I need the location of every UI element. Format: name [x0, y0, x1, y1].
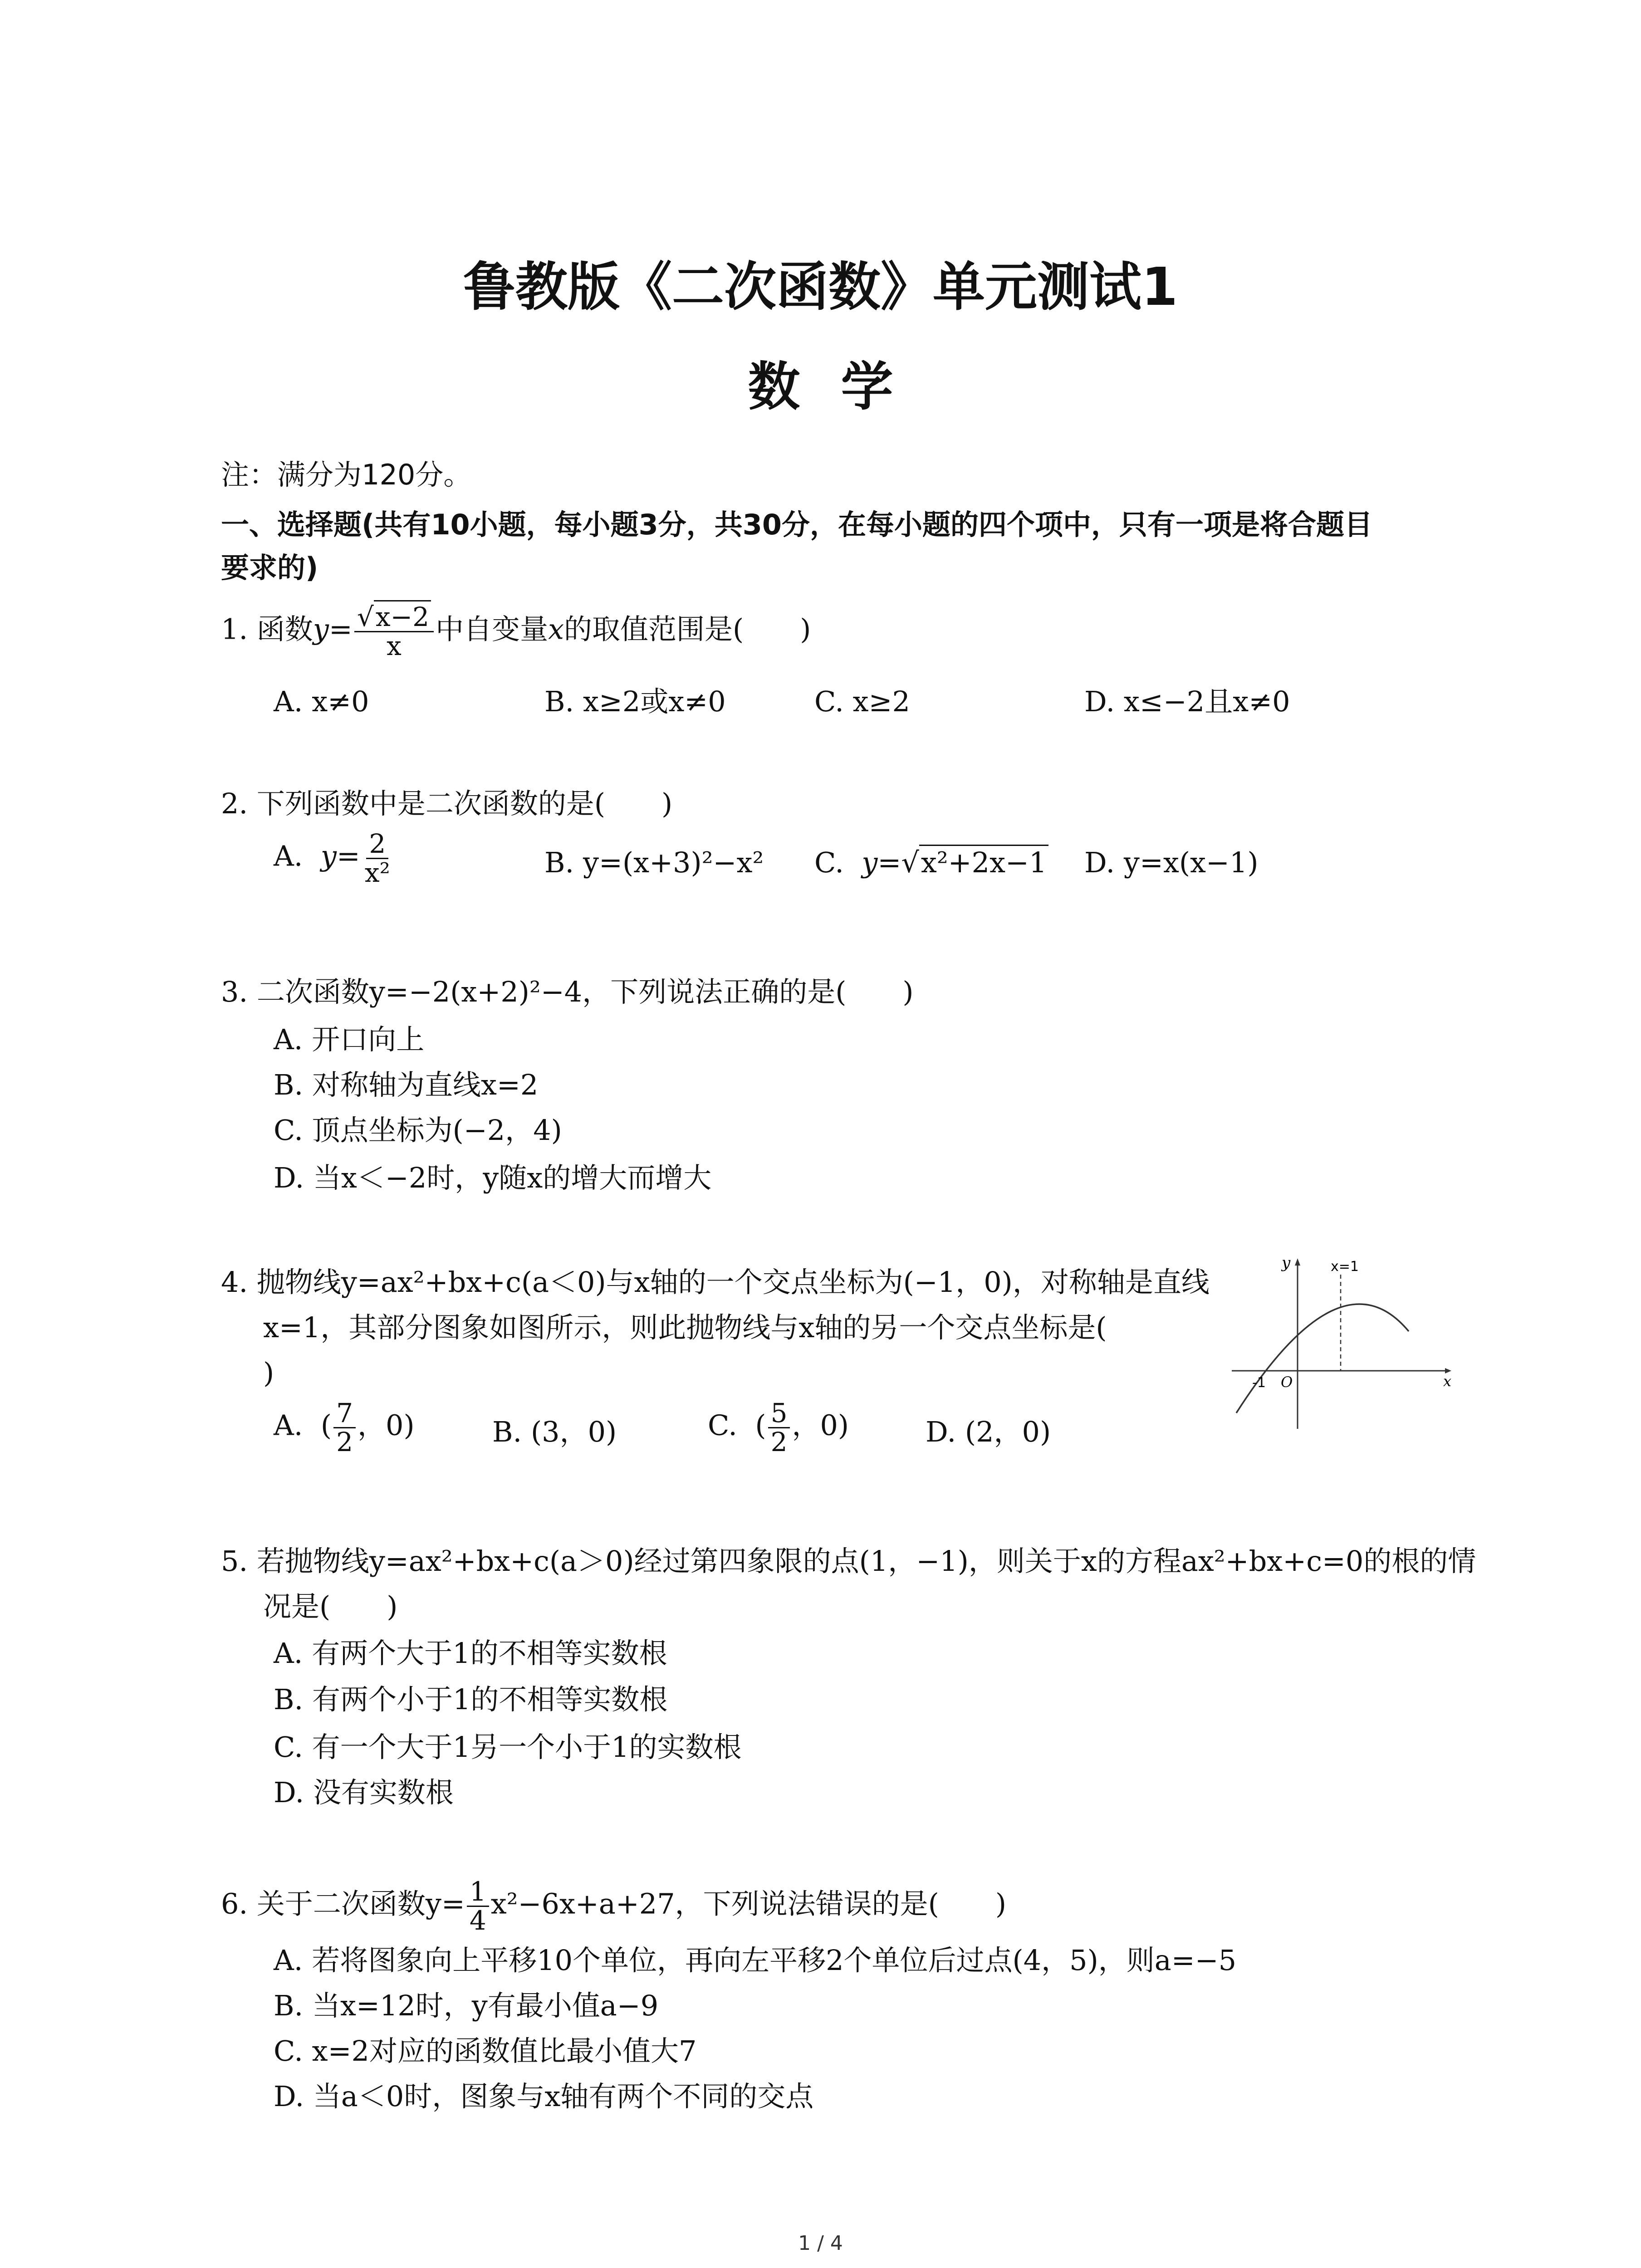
- question-6: [221, 1878, 1006, 1935]
- graph-y-arrow: [1295, 1258, 1300, 1266]
- score-note: 注：满分为120分。: [221, 458, 472, 491]
- q1-number: 1.: [221, 612, 248, 646]
- q1-fraction: [354, 603, 434, 660]
- q2-c-label: C.: [814, 846, 844, 879]
- q4-a-numerator: 7: [333, 1399, 356, 1428]
- q2-option-a: [274, 830, 395, 887]
- q1-option-c: C. x≥2: [814, 685, 911, 718]
- question-4-line2: x=1，其部分图象如图所示，则此抛物线与x轴的另一个交点坐标是(: [263, 1311, 1107, 1344]
- subject-title: 数学: [748, 357, 934, 417]
- page-number: 1 / 4: [798, 2232, 843, 2255]
- q2-option-d: D. y=x(x−1): [1084, 846, 1259, 879]
- q1-numerator: √x−2: [354, 603, 434, 632]
- q2-a-denominator: x²: [364, 857, 390, 888]
- q3-option-d: D. 当x＜−2时，y随x的增大而增大: [274, 1161, 712, 1194]
- q3-option-c: C. 顶点坐标为(−2，4): [274, 1114, 562, 1147]
- q6-option-a: A. 若将图象向上平移10个单位，再向左平移2个单位后过点(4，5)，则a=−5: [274, 1944, 1237, 1977]
- q2-a-fraction: [362, 830, 393, 887]
- q6-post: x²−6x+a+27，下列说法错误的是( ): [490, 1887, 1007, 1921]
- q2-a-lhs: y=: [320, 839, 360, 873]
- q1-y: y=: [313, 612, 353, 646]
- question-5-line1: 5. 若抛物线y=ax²+bx+c(a＞0)经过第四象限的点(1，−1)，则关于x的方程ax²+bx+c=0的根的情: [221, 1545, 1476, 1578]
- q2-c-radicand: x²+2x−1: [919, 845, 1049, 879]
- q2-a-numerator: 2: [366, 830, 388, 859]
- q4-c-open: (: [755, 1408, 766, 1442]
- q4-a-fraction: [333, 1399, 356, 1456]
- q3-option-a: A. 开口向上: [274, 1023, 425, 1056]
- graph-x-label: x: [1443, 1373, 1452, 1390]
- graph-symmetry-label: x=1: [1331, 1259, 1359, 1275]
- question-4-line3: ): [263, 1356, 274, 1389]
- q2-option-b: B. y=(x+3)²−x²: [544, 846, 764, 879]
- q6-denominator: 4: [469, 1905, 486, 1936]
- q4-a-denominator: 2: [336, 1426, 353, 1457]
- q4-a-open: (: [320, 1408, 332, 1442]
- q1-post: 中自变量: [436, 612, 549, 646]
- q4-a-close: ，0): [358, 1408, 415, 1442]
- graph-parabola: [1236, 1304, 1409, 1413]
- graph-neg-one-label: -1: [1252, 1375, 1266, 1391]
- q5-option-a: A. 有两个大于1的不相等实数根: [274, 1637, 667, 1670]
- q4-c-numerator: 5: [768, 1399, 790, 1428]
- q4-c-denominator: 2: [770, 1426, 788, 1457]
- q4-c-fraction: [768, 1399, 790, 1456]
- q1-pre: 函数: [256, 612, 313, 646]
- q1-radicand: x−2: [374, 600, 431, 632]
- q1-option-a: A. x≠0: [274, 685, 369, 718]
- question-3: 3. 二次函数y=−2(x+2)²−4，下列说法正确的是( ): [221, 975, 914, 1008]
- graph-origin-label: O: [1281, 1374, 1293, 1391]
- q1-x: x: [548, 612, 564, 646]
- q6-option-d: D. 当a＜0时，图象与x轴有两个不同的交点: [274, 2080, 814, 2113]
- parabola-graph: [1227, 1252, 1454, 1433]
- q4-option-b: B. (3，0): [492, 1415, 617, 1448]
- q6-option-b: B. 当x=12时，y有最小值a−9: [274, 1989, 659, 2022]
- q4-option-c: [708, 1399, 849, 1456]
- q6-numerator: 1: [467, 1878, 489, 1907]
- question-4-line1: 4. 抛物线y=ax²+bx+c(a＜0)与x轴的一个交点坐标为(−1，0)，对称轴是直线: [221, 1266, 1210, 1299]
- q4-option-a: [274, 1399, 415, 1456]
- q6-pre: 6. 关于二次函数y=: [221, 1887, 465, 1921]
- q1-option-d: D. x≤−2且x≠0: [1084, 685, 1290, 718]
- q5-option-b: B. 有两个小于1的不相等实数根: [274, 1683, 668, 1716]
- q5-option-d: D. 没有实数根: [274, 1776, 454, 1809]
- q2-a-label: A.: [274, 839, 303, 873]
- q2-c-lhs: y=: [862, 846, 901, 879]
- question-1: [221, 603, 811, 660]
- q1-option-b: B. x≥2或x≠0: [544, 685, 726, 718]
- q3-option-b: B. 对称轴为直线x=2: [274, 1068, 539, 1101]
- question-2: 2. 下列函数中是二次函数的是( ): [221, 787, 673, 820]
- q4-c-close: ，0): [792, 1408, 849, 1442]
- q4-c-label: C.: [708, 1408, 737, 1442]
- question-5-line2: 况是( ): [263, 1590, 398, 1623]
- q6-option-c: C. x=2对应的函数值比最小值大7: [274, 2034, 697, 2068]
- q2-option-c: C. y=√x²+2x−1: [814, 846, 1048, 880]
- section-heading-line1: 一、选择题(共有10小题，每小题3分，共30分，在每小题的四个项中，只有一项是将合题目: [221, 508, 1373, 541]
- graph-y-label: y: [1282, 1254, 1291, 1272]
- section-heading-line2: 要求的): [221, 551, 318, 584]
- q5-option-c: C. 有一个大于1另一个小于1的实数根: [274, 1730, 742, 1764]
- q4-a-label: A.: [274, 1408, 303, 1442]
- q1-denominator: x: [387, 630, 402, 661]
- q1-tail: 的取值范围是( ): [564, 612, 811, 646]
- q6-fraction: [467, 1878, 489, 1935]
- exam-title: 鲁教版《二次函数》单元测试1: [463, 257, 1178, 318]
- q4-option-d: D. (2，0): [926, 1415, 1051, 1448]
